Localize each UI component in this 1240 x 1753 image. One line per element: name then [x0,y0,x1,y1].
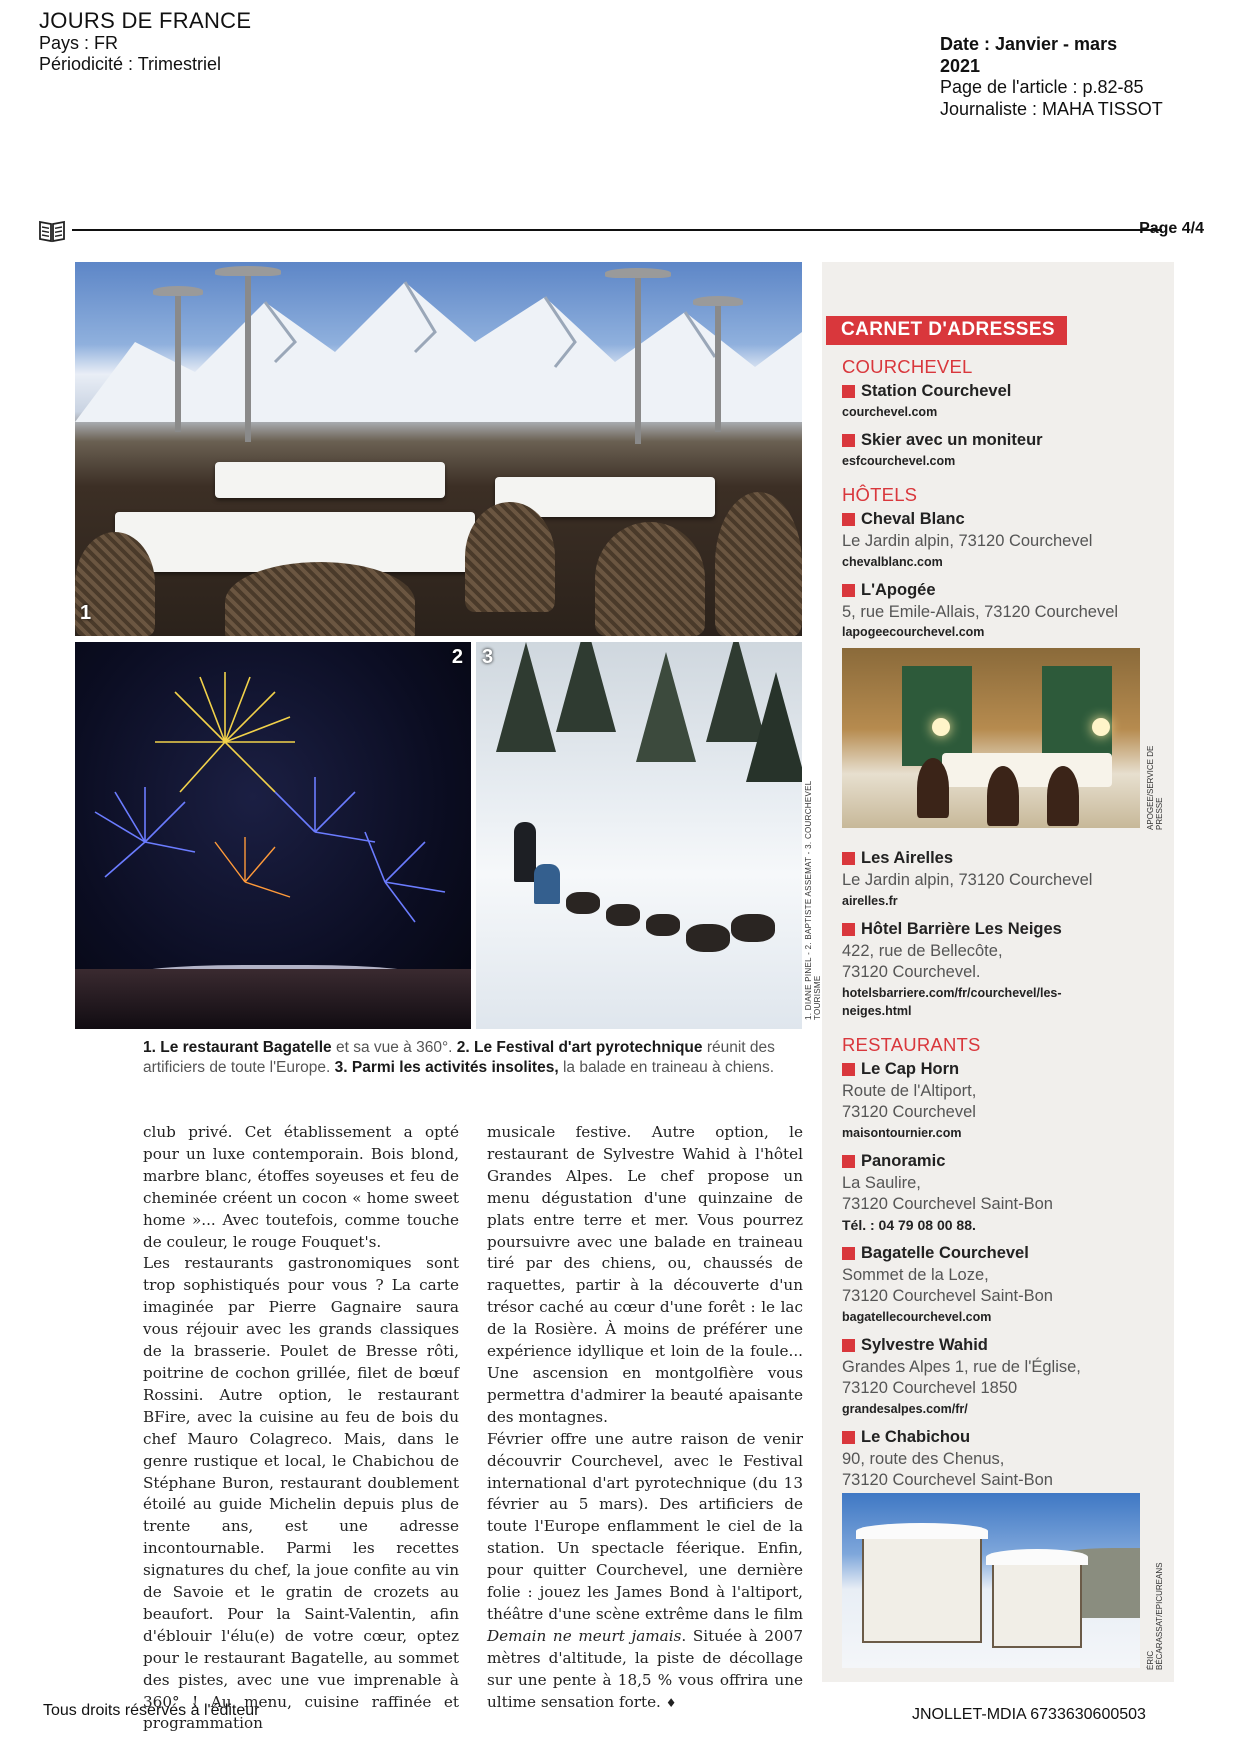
bullet-square-icon [842,1247,855,1260]
entry-address: 73120 Courchevel Saint-Bon [842,1287,1053,1305]
page-rule-row [39,217,1204,245]
musher-figure [514,822,536,882]
section-restaurants: RESTAURANTS [842,1033,981,1055]
photo-credit-apogee: APOGEE/SERVICE DE PRESSE [1146,745,1164,830]
entry-url: chevalblanc.com [842,554,943,569]
caption-3-title: 3. Parmi les activités insolites, [334,1059,559,1076]
entry-name: Cheval Blanc [842,508,1172,531]
footer-reference: JNOLLET-MDIA 6733630600503 [912,1706,1146,1723]
entry-address: 73120 Courchevel Saint-Bon [842,1471,1053,1489]
entry-address: 90, route des Chenus, [842,1449,1005,1468]
article-meta [940,34,1220,120]
entry-phone: Tél. : 04 79 08 00 88. [842,1216,976,1233]
entry-address: La Saulire, [842,1173,921,1192]
horizontal-rule [72,229,1162,231]
bullet-square-icon [842,1339,855,1352]
film-title: Demain ne meurt jamais [487,1626,682,1645]
page-indicator: Page 4/4 [1139,220,1204,237]
entry-name: Le Chabichou [842,1426,1172,1449]
end-mark-icon: ♦ [665,1695,677,1710]
open-book-icon [39,219,65,243]
photo-fireworks-festival [75,642,471,1029]
article-paragraph [487,1429,803,1715]
section-hotels: HÔTELS [842,484,918,505]
entry-url: lapogeecourchevel.com [842,625,985,639]
entry-address: Grandes Alpes 1, rue de l'Église, [842,1357,1081,1376]
caption-2-text: réunit des artificiers de toute l'Europe. [143,1039,775,1076]
bullet-square-icon [842,434,855,447]
bullet-square-icon [842,1155,855,1168]
section-courchevel: COURCHEVEL [842,356,973,377]
caption-1-title: 1. Le restaurant Bagatelle [143,1039,332,1056]
bullet-square-icon [842,513,855,526]
entry-address: 5, rue Emile-Allais, 73120 Courchevel [842,602,1119,621]
entry-name: Les Airelles [842,847,1172,870]
address-book-title: CARNET D'ADRESSES [826,316,1067,345]
entry-name: Bagatelle Courchevel [842,1242,1172,1265]
photo-1-number: 1 [80,602,92,624]
photo-dog-sled [476,642,802,1029]
entry-address: Le Jardin alpin, 73120 Courchevel [842,532,1093,550]
publication-country: Pays : FR [39,33,119,54]
publication-header [39,8,251,75]
article-paragraph: musicale festive. Autre option, le restaurant de Sylvestre Wahid à l'hôtel Grandes Alpes. Le chef propose un menu dégustation d'une quinzaine de plats entre terre et mer. Vous pourrez poursuivre avec une balade en traineau tiré par des chiens, ou, chaussés de raquettes, partir à la découverte d'un trésor caché au cœur d'une forêt : le lac de la Rosière. À moins de préférer une expérience idyllique et loin de la foule... Une ascension en montgolfière vous permettra d'admirer la beauté apaisante des montagnes. [487,1123,803,1426]
photo-caption [143,1038,803,1078]
entry-url: bagatellecourchevel.com [842,1309,992,1324]
entry-address: 73120 Courchevel Saint-Bon [842,1195,1053,1213]
entry-name: Panoramic [842,1150,1172,1173]
photo-bagatelle-terrace [75,262,802,636]
article-column-1 [143,1122,459,1735]
article-text: Février offre une autre raison de venir découvrir Courchevel, avec le Festival international d'art pyrotechnique (du 13 février au 5 mars). Des artificiers de toute l'Europe enflamment le ciel de la station. Un spectacle féerique. Enfin, pour quitter Courchevel, une dernière folie : jouez les James Bond à l'altiport, théâtre d'une scène extrême dans le film [487,1429,803,1623]
photo-credits: 1. DIANE PINEL - 2. BAPTISTE ASSEMAT - 3. COURCHEVEL TOURISME [804,780,822,1020]
address-book-list [842,356,1172,1510]
bullet-square-icon [842,923,855,936]
article-paragraph: Les restaurants gastronomiques sont trop sophistiqués pour vous ? La carte imaginée par Pierre Gagnaire saura vous réjouir avec les grands classiques de la brasserie. Poulet de Bresse rôti, poitrine de cochon grillée, filet de bœuf Rossini. Autre option, le restaurant BFire, avec la cuisine au feu de bois du chef Mauro Colagreco. Mais, dans le genre rustique et local, le Chabichou de Stéphane Buron, restaurant doublement étoilé au guide Michelin depuis plus de trente ans, est une adresse incontournable. Parmi les recettes signatures du chef, la joue confite au vin de Savoie et le gratin de crozets au beaufort. Pour la Saint-Valentin, afin d'éblouir l'élu(e) de votre cœur, optez pour le restaurant Bagatelle, au sommet des pistes, avec une vue imprenable à 360° ! Au menu, cuisine raffinée et programmation [143,1254,459,1733]
entry-address: 73120 Courchevel. [842,963,981,981]
entry-address: Route de l'Altiport, [842,1081,977,1100]
entry-url: airelles.fr [842,893,898,908]
article-paragraph: club privé. Cet établissement a opté pour un luxe contemporain. Bois blond, marbre blanc, étoffes soyeuses et feu de cheminée créent un cocon « home sweet home »... Avec toutefois, comme touche de couleur, le rouge Fouquet's. [143,1123,459,1251]
caption-2-title: 2. Le Festival d'art pyrotechnique [456,1039,703,1056]
entry-address: Le Jardin alpin, 73120 Courchevel [842,871,1093,889]
footer-rights: Tous droits réservés à l'éditeur [43,1702,260,1719]
entry-name: Hôtel Barrière Les Neiges [842,918,1172,941]
date-line-2: 2021 [940,55,981,76]
entry-address: Sommet de la Loze, [842,1265,989,1284]
article-column-2 [487,1122,803,1714]
publication-periodicity: Périodicité : Trimestriel [39,53,222,74]
photo-apogee-dining-room [842,648,1140,828]
caption-1-text: et sa vue à 360°. [331,1039,457,1056]
entry-url: esfcourchevel.com [842,454,956,468]
bullet-square-icon [842,385,855,398]
article-text: . Située à 2007 mètres d'altitude, la piste de décollage sur une pente à 18,5 % vous offrira une ultime sensation forte. [487,1626,803,1711]
entry-address: 73120 Courchevel [842,1103,976,1121]
photo-credit-chabichou: ÉRIC BÉCARASSAT/EPICUREANS [1146,1562,1164,1670]
publication-title: JOURS DE FRANCE [39,8,252,33]
entry-name: Station Courchevel [842,380,1172,403]
entry-name: L'Apogée [842,579,1172,602]
entry-url: courchevel.com [842,405,938,419]
date-line-1: Date : Janvier - mars [940,34,1118,54]
photo-2-number: 2 [451,646,463,668]
entry-address: 73120 Courchevel 1850 [842,1379,1018,1397]
entry-address: 422, rue de Bellecôte, [842,941,1003,960]
article-pages: Page de l'article : p.82-85 [940,77,1144,98]
entry-url: grandesalpes.com/fr/ [842,1401,968,1416]
bullet-square-icon [842,1063,855,1076]
caption-3-text: la balade en traineau à chiens. [558,1059,775,1076]
entry-name: Le Cap Horn [842,1058,1172,1081]
entry-url: maisontournier.com [842,1125,962,1140]
entry-name: Skier avec un moniteur [842,429,1172,452]
bullet-square-icon [842,1431,855,1444]
bullet-square-icon [842,584,855,597]
bullet-square-icon [842,852,855,865]
entry-name: Sylvestre Wahid [842,1334,1172,1357]
journalist: Journaliste : MAHA TISSOT [940,98,1163,119]
photo-3-number: 3 [482,646,494,668]
entry-url: hotelsbarriere.com/fr/courchevel/les-neiges.html [842,985,1062,1018]
photo-chabichou-hotel [842,1493,1140,1668]
